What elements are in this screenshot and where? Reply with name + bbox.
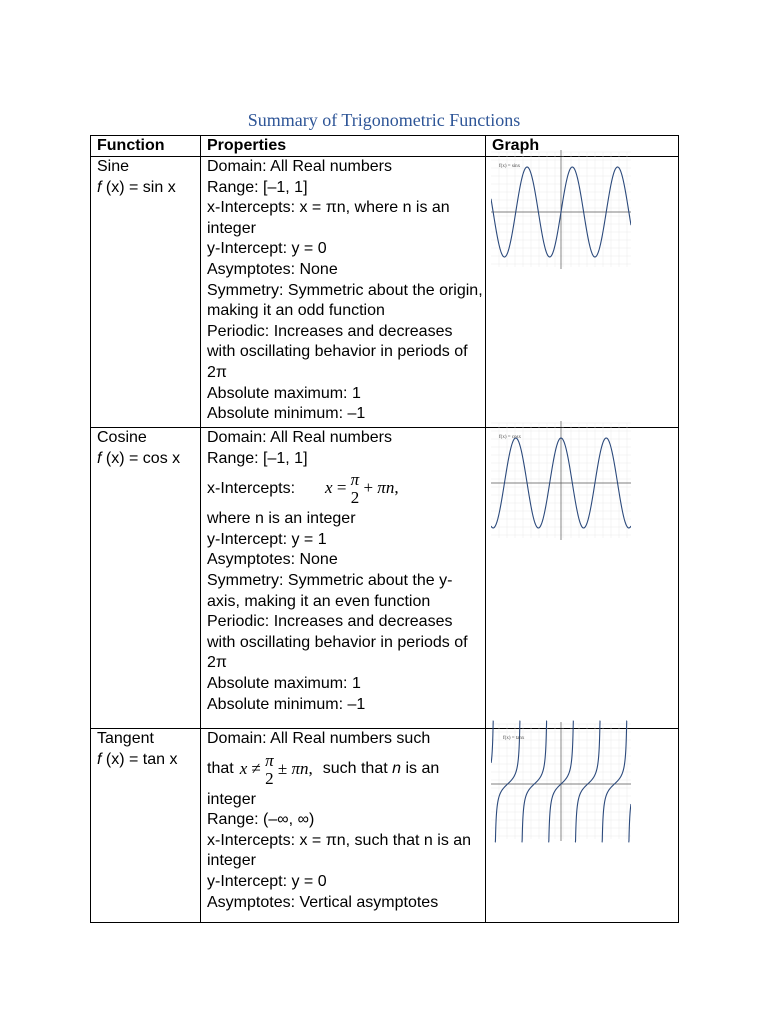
property-line: Range: (–∞, ∞) — [207, 811, 315, 829]
function-cell — [91, 729, 201, 923]
property-line: y-Intercept: y = 0 — [207, 240, 327, 258]
property-line: x-Intercepts: x = πn, where n is an integer — [207, 199, 450, 237]
sine-graph-icon — [491, 147, 631, 272]
formula-f: f — [97, 750, 102, 768]
function-formula — [97, 178, 200, 199]
property-line: Periodic: Increases and decreases with oscillating behavior in periods of 2π — [207, 613, 468, 672]
tangent-branch — [522, 721, 547, 842]
graph-label: f(x) = sinx — [499, 164, 521, 169]
tangent-branch — [491, 721, 493, 763]
property-line: Range: [–1, 1] — [207, 178, 308, 196]
properties-cell — [201, 729, 486, 923]
fraction-denominator: 2 — [350, 488, 360, 508]
property-line: y-Intercept: y = 0 — [207, 872, 327, 890]
tangent-branch — [628, 804, 631, 842]
property-line: x-Intercepts: x = πn, such that n is an integer — [207, 831, 472, 870]
function-name: Tangent — [97, 730, 154, 747]
table-row-sine — [91, 157, 679, 428]
fraction — [351, 471, 360, 507]
property-line: Absolute maximum: 1 — [207, 674, 361, 692]
graph-cell — [486, 729, 679, 923]
property-line: Absolute minimum: –1 — [207, 405, 366, 423]
graph-cell — [486, 428, 679, 729]
graph-cell — [486, 157, 679, 428]
trig-summary-table — [90, 135, 679, 923]
header-properties: Properties — [201, 136, 486, 157]
domain-equation: x ≠ π 2 ± πn, — [239, 750, 313, 788]
properties-cell — [201, 428, 486, 729]
formula-rest: (x) = sin x — [101, 178, 176, 196]
table-row-cosine — [91, 428, 679, 729]
x-intercept-equation: x = π 2 + πn, — [325, 470, 399, 508]
function-cell — [91, 428, 201, 729]
domain-that: that — [207, 760, 234, 778]
property-line: Range: [–1, 1] — [207, 449, 308, 467]
function-cell — [91, 157, 201, 428]
function-name: Sine — [97, 158, 130, 175]
x-intercepts-line — [207, 469, 485, 509]
property-line: integer — [207, 790, 256, 808]
table-row-tangent — [91, 729, 679, 923]
graph-label: f(x) = tanx — [503, 736, 525, 741]
formula-f: f — [97, 449, 102, 467]
tangent-graph-icon — [491, 719, 631, 844]
property-line: Symmetry: Symmetric about the y-axis, making it an even function — [207, 571, 453, 610]
property-line: Asymptotes: None — [207, 260, 338, 278]
property-line: Asymptotes: None — [207, 551, 338, 569]
property-line: Absolute maximum: 1 — [207, 384, 361, 402]
formula-rest: (x) = tan x — [101, 750, 178, 768]
property-line: where n is an integer — [207, 510, 356, 528]
x-intercepts-label: x-Intercepts: — [207, 479, 296, 497]
property-line: Domain: All Real numbers — [207, 429, 392, 446]
formula-rest: (x) = cos x — [101, 449, 181, 467]
properties-cell — [201, 157, 486, 428]
property-line: Domain: All Real numbers — [207, 158, 392, 175]
header-function: Function — [91, 136, 201, 157]
function-name: Cosine — [97, 429, 147, 446]
property-line: Symmetry: Symmetric about the origin, making it an odd function — [207, 281, 483, 320]
property-line: Periodic: Increases and decreases with oscillating behavior in periods of 2π — [207, 322, 468, 381]
function-formula — [97, 449, 200, 470]
fraction-denominator: 2 — [265, 768, 274, 788]
property-line: y-Intercept: y = 1 — [207, 530, 327, 548]
graph-label: f(x) = cosx — [499, 435, 521, 440]
domain-line — [207, 750, 485, 790]
cosine-graph-icon — [491, 418, 631, 543]
tangent-branch — [602, 721, 627, 842]
function-formula — [97, 750, 200, 771]
fraction-numerator: π — [265, 750, 274, 770]
domain-after: such that n is an — [322, 760, 440, 778]
property-line: Absolute minimum: –1 — [207, 695, 366, 713]
header-graph: Graph — [486, 136, 679, 157]
formula-f: f — [97, 178, 102, 196]
property-line: Domain: All Real numbers such — [207, 730, 431, 747]
page-title: Summary of Trigonometric Functions — [247, 110, 521, 130]
fraction-numerator: π — [350, 470, 360, 490]
fraction — [265, 752, 274, 788]
property-line: Asymptotes: Vertical asymptotes — [207, 893, 439, 911]
